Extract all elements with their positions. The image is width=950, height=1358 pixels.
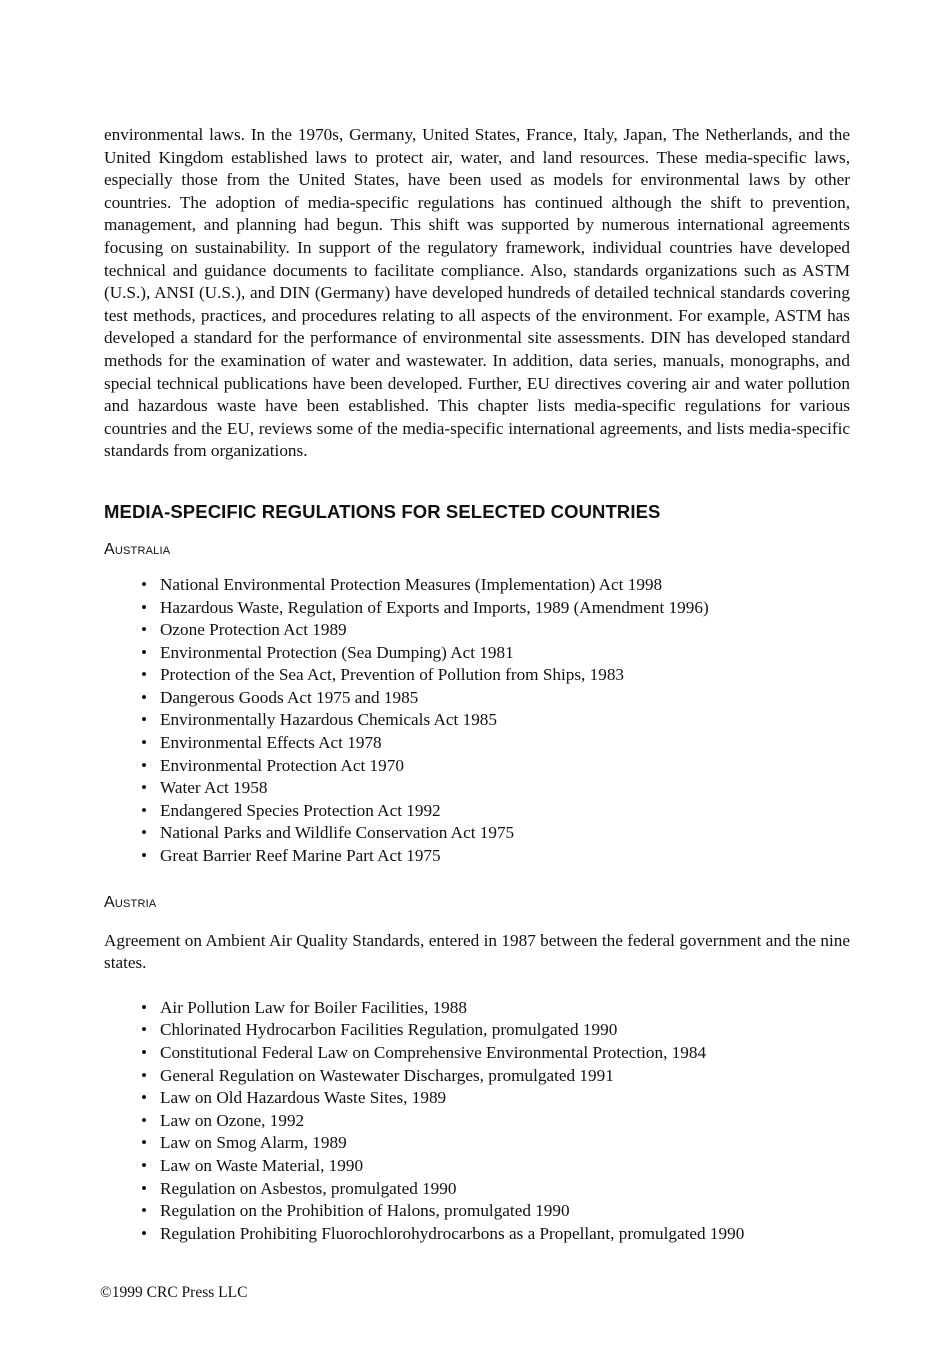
list-item: • Regulation on the Prohibition of Halons, promulgated 1990 — [141, 1200, 850, 1223]
australia-list — [104, 574, 850, 868]
list-item: • Protection of the Sea Act, Prevention of Pollution from Ships, 1983 — [141, 664, 850, 687]
list-item: • Water Act 1958 — [141, 777, 850, 800]
list-item: • General Regulation on Wastewater Discharges, promulgated 1991 — [141, 1065, 850, 1088]
section-title: MEDIA-SPECIFIC REGULATIONS FOR SELECTED COUNTRIES — [104, 500, 661, 522]
copyright-footer: ©1999 CRC Press LLC — [100, 1284, 248, 1301]
list-item: • Chlorinated Hydrocarbon Facilities Regulation, promulgated 1990 — [141, 1019, 850, 1042]
list-item: • Law on Old Hazardous Waste Sites, 1989 — [141, 1087, 850, 1110]
list-item: • Hazardous Waste, Regulation of Exports and Imports, 1989 (Amendment 1996) — [141, 597, 850, 620]
list-item: • National Parks and Wildlife Conservation Act 1975 — [141, 822, 850, 845]
list-item: • Great Barrier Reef Marine Part Act 1975 — [141, 845, 850, 868]
list-item: • Law on Ozone, 1992 — [141, 1110, 850, 1133]
list-item: • Constitutional Federal Law on Comprehensive Environmental Protection, 1984 — [141, 1042, 850, 1065]
list-item: • Ozone Protection Act 1989 — [141, 619, 850, 642]
austria-paragraph: Agreement on Ambient Air Quality Standards, entered in 1987 between the federal government and the nine states. — [104, 930, 850, 973]
austria-heading: Austria — [104, 893, 157, 911]
list-item: • Environmental Protection Act 1970 — [141, 755, 850, 778]
intro-paragraph: environmental laws. In the 1970s, Germany, United States, France, Italy, Japan, The Netherlands, and the United Kingdom established laws to protect air, water, and land resources. These media-specific laws, especially those from the United States, have been used as models for environmental laws by other countries. The adoption of media-specific regulations has continued although the shift to prevention, management, and planning had begun. This shift was supported by numerous international agreements focusing on sustainability. In support of the regulatory framework, individual countries have developed technical and guidance documents to facilitate compliance. Also, standards organizations such as ASTM (U.S.), ANSI (U.S.), and DIN (Germany) have developed hundreds of detailed technical standards covering test methods, practices, and procedures relating to all aspects of the environment. For example, ASTM has developed a standard for the performance of environmental site assessments. DIN has developed standard methods for the examination of water and wastewater. In addition, data series, manuals, monographs, and special technical publications have been developed. Further, EU directives covering air and water pollution and hazardous waste have been established. This chapter lists media-specific regulations for various countries and the EU, reviews some of the media-specific international agreements, and lists media-specific standards from organizations. — [104, 125, 850, 461]
list-item: • Law on Waste Material, 1990 — [141, 1155, 850, 1178]
list-item: • Law on Smog Alarm, 1989 — [141, 1132, 850, 1155]
list-item: • Dangerous Goods Act 1975 and 1985 — [141, 687, 850, 710]
list-item: • Regulation Prohibiting Fluorochlorohydrocarbons as a Propellant, promulgated 1990 — [141, 1223, 850, 1246]
austria-list — [104, 997, 850, 1246]
list-item: • Air Pollution Law for Boiler Facilities, 1988 — [141, 997, 850, 1020]
list-item: • Endangered Species Protection Act 1992 — [141, 800, 850, 823]
list-item: • National Environmental Protection Measures (Implementation) Act 1998 — [141, 574, 850, 597]
list-item: • Environmentally Hazardous Chemicals Act 1985 — [141, 709, 850, 732]
list-item: • Regulation on Asbestos, promulgated 1990 — [141, 1178, 850, 1201]
list-item: • Environmental Effects Act 1978 — [141, 732, 850, 755]
australia-heading: Australia — [104, 540, 171, 558]
page-content — [104, 124, 850, 1245]
list-item: • Environmental Protection (Sea Dumping) Act 1981 — [141, 642, 850, 665]
